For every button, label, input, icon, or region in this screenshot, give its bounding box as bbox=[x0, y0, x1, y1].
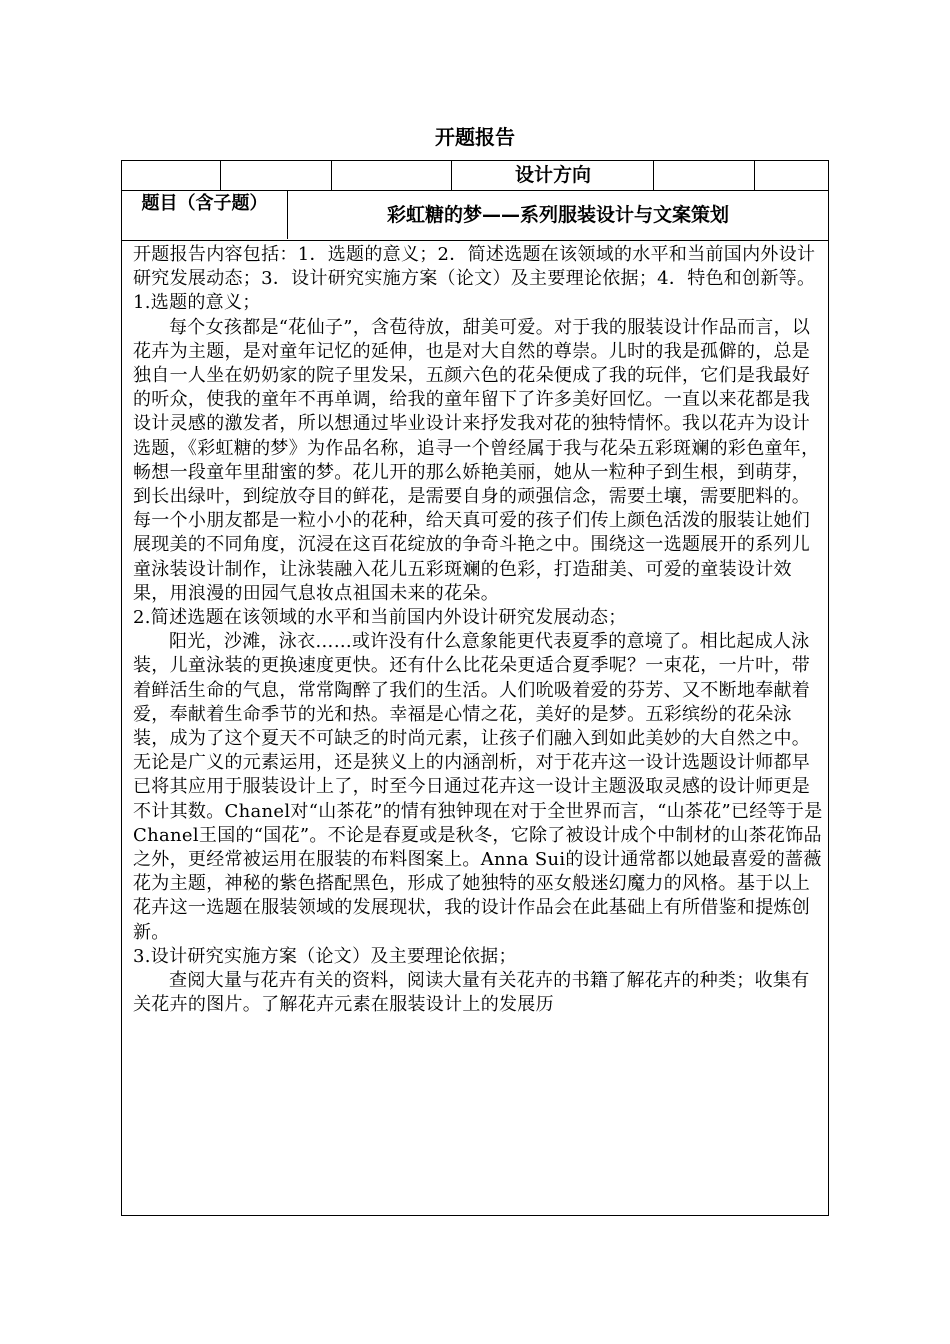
section-body-1: 每个女孩都是“花仙子”，含苞待放，甜美可爱。对于我的服装设计作品而言，以花卉为主题，是对童年记忆的延伸，也是对大自然的尊崇。儿时的我是孤僻的，总是独自一人坐在奶奶家的院子里发呆，五颜六色的花朵便成了我的玩伴，它们是我最好的听众，使我的童年不再单调，给我的童年留下了许多美好回忆。一直以来花都是我设计灵感的激发者，所以想通过毕业设计来抒发我对花的独特情怀。我以花卉为设计选题，《彩虹糖的梦》为作品名称，追寻一个曾经属于我与花朵五彩斑斓的彩色童年，畅想一段童年里甜蜜的梦。花儿开的那么娇艳美丽，她从一粒种子到生根，到萌芽，到长出绿叶，到绽放夺目的鲜花，是需要自身的顽强信念，需要土壤，需要肥料的。每一个小朋友都是一粒小小的花种，给天真可爱的孩子们传上颜色活泼的服装让她们展现美的不同角度，沉浸在这百花绽放的争奇斗艳之中。围绕这一选题展开的系列儿童泳装设计制作，让泳装融入花儿五彩斑斓的色彩，打造甜美、可爱的童装设计效果，用浪漫的田园气息妆点祖国未来的花朵。 bbox=[133, 316, 820, 604]
section-body-3: 查阅大量与花卉有关的资料，阅读大量有关花卉的书籍了解花卉的种类；收集有关花卉的图片。了解花卉元素在服装设计上的发展历 bbox=[133, 970, 810, 1016]
topic-title: 彩虹糖的梦——系列服装设计与文案策划 bbox=[386, 204, 729, 226]
page-title: 开题报告 bbox=[435, 125, 515, 149]
report-content bbox=[133, 243, 825, 1018]
header-row bbox=[122, 161, 828, 191]
empty-cell bbox=[332, 161, 452, 190]
topic-row bbox=[122, 191, 828, 241]
section-heading-3: 3.设计研究实施方案（论文）及主要理论依据； bbox=[133, 945, 517, 967]
design-direction-label: 设计方向 bbox=[514, 164, 591, 186]
empty-cell bbox=[654, 161, 755, 190]
section-body-2: 阳光，沙滩，泳衣……或许没有什么意象能更代表夏季的意境了。相比起成人泳装，儿童泳装的更换速度更快。还有什么比花朵更适合夏季呢？一束花，一片叶，带着鲜活生命的气息，常常陶醉了我们的生活。人们吮吸着爱的芬芳、又不断地奉献着爱，奉献着生命季节的光和热。幸福是心情之花，美好的是梦。五彩缤纷的花朵泳装，成为了这个夏天不可缺乏的时尚元素，让孩子们融入到如此美妙的大自然之中。无论是广义的元素运用，还是狭义上的内涵剖析，对于花卉这一设计选题设计师都早已将其应用于服装设计上了，时至今日通过花卉这一设计主题汲取灵感的设计师更是不计其数。Chanel对“山茶花”的情有独钟现在对于全世界而言，“山茶花”已经等于是Chanel王国的“国花”。不论是春夏或是秋冬，它除了被设计成个中制材的山茶花饰品之外，更经常被运用在服装的布料图案上。Anna Sui的设计通常都以她最喜爱的蔷薇花为主题，神秘的紫色搭配黑色，形成了她独特的巫女般迷幻魔力的风格。基于以上花卉这一选题在服装领域的发展现状，我的设计作品会在此基础上有所借鉴和提炼创新。 bbox=[133, 631, 823, 943]
section-heading-2: 2.简述选题在该领域的水平和当前国内外设计研究发展动态； bbox=[133, 607, 627, 629]
empty-cell bbox=[122, 161, 221, 190]
topic-label: 题目（含子题） bbox=[122, 191, 288, 239]
empty-cell bbox=[221, 161, 332, 190]
section-heading-1: 1.选题的意义； bbox=[133, 292, 261, 314]
intro-paragraph: 开题报告内容包括：1．选题的意义；2．简述选题在该领域的水平和当前国内外设计研究发展动态；3．设计研究实施方案（论文）及主要理论依据；4．特色和创新等。 bbox=[133, 244, 816, 290]
report-table bbox=[121, 160, 829, 1216]
